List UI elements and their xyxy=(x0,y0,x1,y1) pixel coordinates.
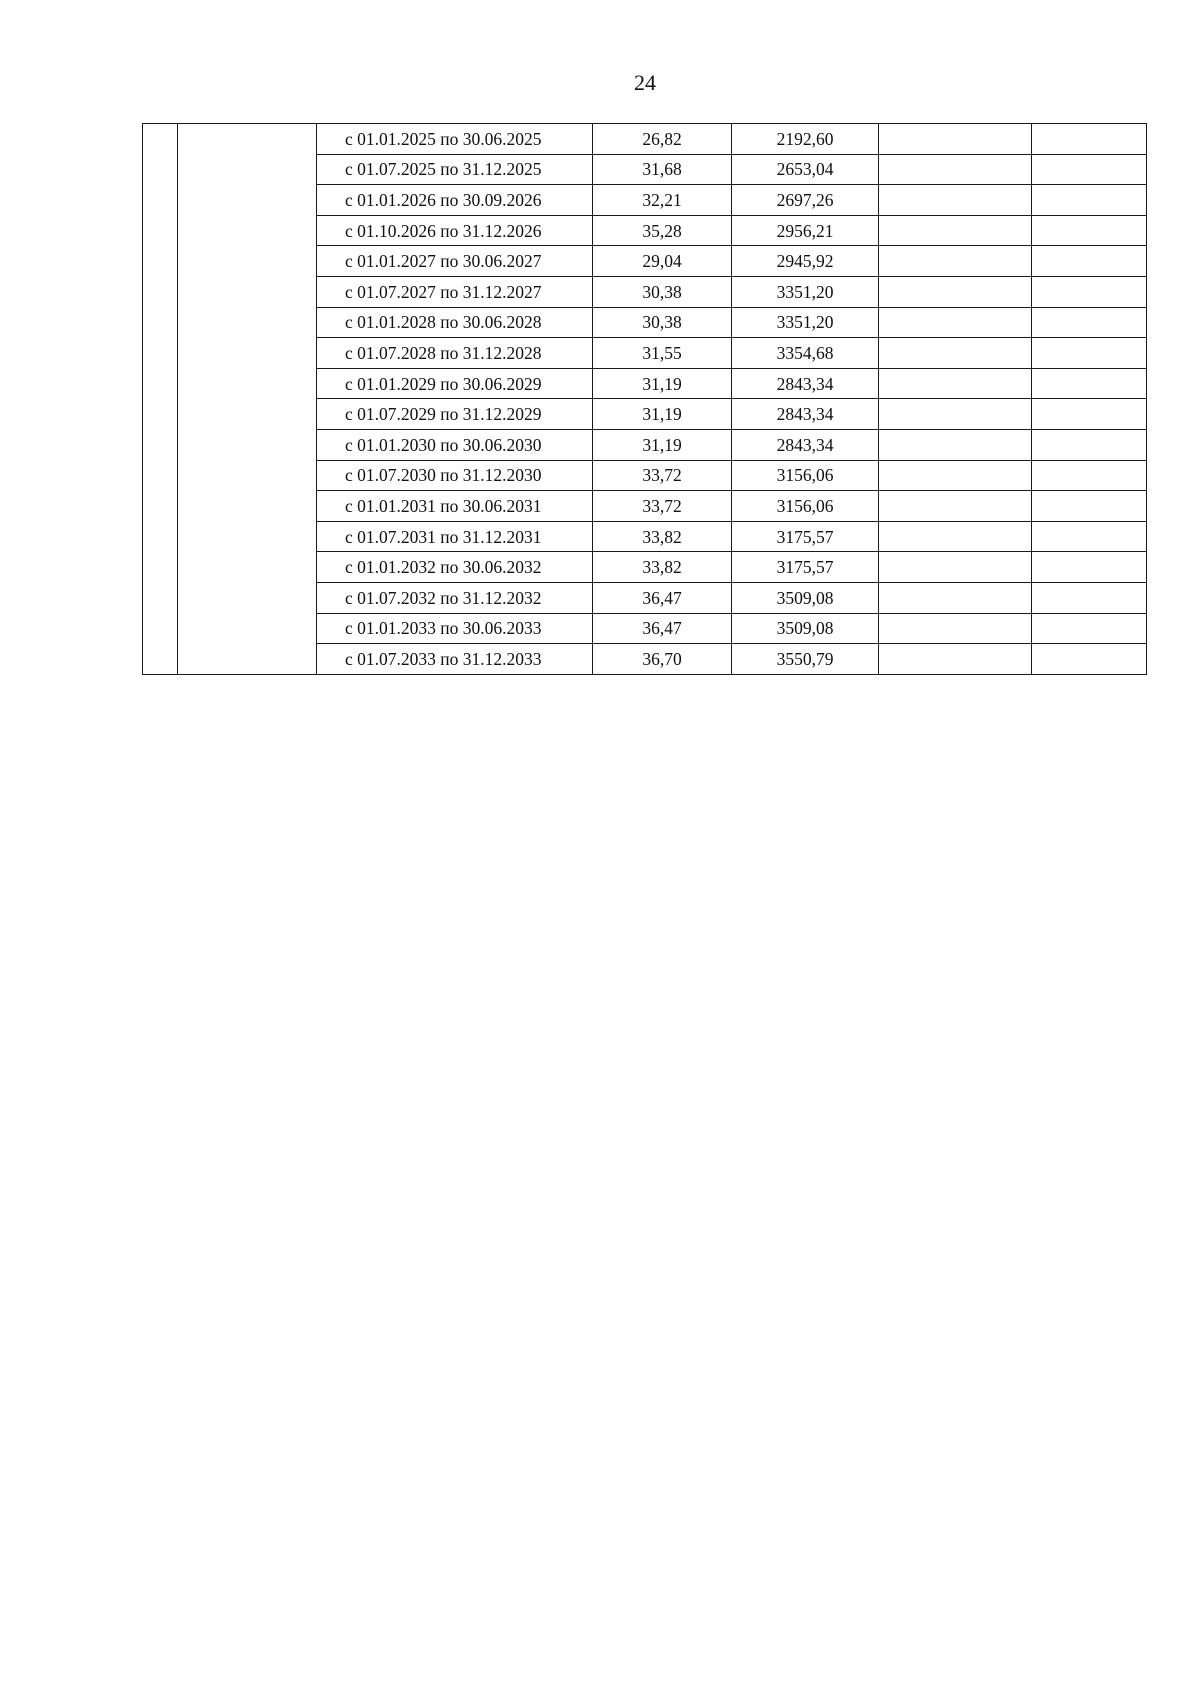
period-cell: с 01.01.2026 по 30.09.2026 xyxy=(317,185,593,216)
tariff-value-cell: 32,21 xyxy=(593,185,732,216)
empty-cell xyxy=(879,460,1032,491)
empty-cell xyxy=(1032,185,1147,216)
period-cell: с 01.01.2030 по 30.06.2030 xyxy=(317,429,593,460)
tariff-value-cell: 31,55 xyxy=(593,338,732,369)
period-cell: с 01.01.2032 по 30.06.2032 xyxy=(317,552,593,583)
empty-cell xyxy=(879,399,1032,430)
tariff-value-cell: 33,82 xyxy=(593,521,732,552)
empty-cell xyxy=(1032,613,1147,644)
empty-cell xyxy=(1032,521,1147,552)
empty-cell xyxy=(1032,429,1147,460)
empty-cell xyxy=(879,124,1032,155)
empty-cell xyxy=(1032,246,1147,277)
period-cell: с 01.01.2031 по 30.06.2031 xyxy=(317,491,593,522)
tariff-amount-cell: 3175,57 xyxy=(732,552,879,583)
tariff-value-cell: 36,70 xyxy=(593,644,732,675)
name-cell xyxy=(178,124,317,675)
tariff-amount-cell: 3175,57 xyxy=(732,521,879,552)
tariff-amount-cell: 2192,60 xyxy=(732,124,879,155)
tariff-amount-cell: 2843,34 xyxy=(732,368,879,399)
tariff-amount-cell: 3550,79 xyxy=(732,644,879,675)
tariff-value-cell: 26,82 xyxy=(593,124,732,155)
tariff-table-body xyxy=(143,124,1147,675)
tariff-value-cell: 31,19 xyxy=(593,429,732,460)
period-cell: с 01.07.2029 по 31.12.2029 xyxy=(317,399,593,430)
tariff-value-cell: 30,38 xyxy=(593,307,732,338)
tariff-value-cell: 30,38 xyxy=(593,276,732,307)
empty-cell xyxy=(1032,399,1147,430)
empty-cell xyxy=(879,521,1032,552)
tariff-amount-cell: 2697,26 xyxy=(732,185,879,216)
tariff-amount-cell: 3509,08 xyxy=(732,613,879,644)
period-cell: с 01.07.2030 по 31.12.2030 xyxy=(317,460,593,491)
tariff-amount-cell: 2653,04 xyxy=(732,154,879,185)
tariff-value-cell: 29,04 xyxy=(593,246,732,277)
empty-cell xyxy=(879,429,1032,460)
tariff-amount-cell: 3156,06 xyxy=(732,460,879,491)
empty-cell xyxy=(879,613,1032,644)
empty-cell xyxy=(1032,644,1147,675)
period-cell: с 01.01.2033 по 30.06.2033 xyxy=(317,613,593,644)
empty-cell xyxy=(1032,215,1147,246)
tariff-value-cell: 31,19 xyxy=(593,399,732,430)
period-cell: с 01.07.2028 по 31.12.2028 xyxy=(317,338,593,369)
empty-cell xyxy=(879,246,1032,277)
empty-cell xyxy=(879,552,1032,583)
empty-cell xyxy=(879,154,1032,185)
empty-cell xyxy=(879,368,1032,399)
tariff-value-cell: 33,72 xyxy=(593,491,732,522)
empty-cell xyxy=(879,338,1032,369)
empty-cell xyxy=(879,276,1032,307)
period-cell: с 01.07.2025 по 31.12.2025 xyxy=(317,154,593,185)
empty-cell xyxy=(1032,491,1147,522)
empty-cell xyxy=(879,185,1032,216)
empty-cell xyxy=(1032,368,1147,399)
tariff-value-cell: 31,68 xyxy=(593,154,732,185)
period-cell: с 01.01.2029 по 30.06.2029 xyxy=(317,368,593,399)
tariff-amount-cell: 3351,20 xyxy=(732,276,879,307)
tariff-table xyxy=(142,123,1147,675)
tariff-value-cell: 33,72 xyxy=(593,460,732,491)
period-cell: с 01.07.2032 по 31.12.2032 xyxy=(317,582,593,613)
tariff-amount-cell: 3156,06 xyxy=(732,491,879,522)
empty-cell xyxy=(879,491,1032,522)
period-cell: с 01.01.2028 по 30.06.2028 xyxy=(317,307,593,338)
tariff-amount-cell: 3351,20 xyxy=(732,307,879,338)
period-cell: с 01.01.2027 по 30.06.2027 xyxy=(317,246,593,277)
table-row xyxy=(143,124,1147,155)
empty-cell xyxy=(1032,460,1147,491)
empty-cell xyxy=(1032,552,1147,583)
empty-cell xyxy=(879,307,1032,338)
tariff-amount-cell: 3354,68 xyxy=(732,338,879,369)
tariff-value-cell: 33,82 xyxy=(593,552,732,583)
tariff-value-cell: 36,47 xyxy=(593,613,732,644)
empty-cell xyxy=(1032,582,1147,613)
period-cell: с 01.10.2026 по 31.12.2026 xyxy=(317,215,593,246)
tariff-amount-cell: 2843,34 xyxy=(732,399,879,430)
empty-cell xyxy=(1032,338,1147,369)
row-number-cell xyxy=(143,124,178,675)
period-cell: с 01.01.2025 по 30.06.2025 xyxy=(317,124,593,155)
tariff-value-cell: 35,28 xyxy=(593,215,732,246)
period-cell: с 01.07.2027 по 31.12.2027 xyxy=(317,276,593,307)
empty-cell xyxy=(1032,154,1147,185)
period-cell: с 01.07.2033 по 31.12.2033 xyxy=(317,644,593,675)
tariff-amount-cell: 2945,92 xyxy=(732,246,879,277)
tariff-value-cell: 36,47 xyxy=(593,582,732,613)
period-cell: с 01.07.2031 по 31.12.2031 xyxy=(317,521,593,552)
tariff-amount-cell: 2843,34 xyxy=(732,429,879,460)
empty-cell xyxy=(1032,307,1147,338)
empty-cell xyxy=(879,582,1032,613)
empty-cell xyxy=(879,644,1032,675)
page-number: 24 xyxy=(634,70,656,95)
tariff-amount-cell: 3509,08 xyxy=(732,582,879,613)
tariff-amount-cell: 2956,21 xyxy=(732,215,879,246)
empty-cell xyxy=(1032,276,1147,307)
empty-cell xyxy=(879,215,1032,246)
tariff-value-cell: 31,19 xyxy=(593,368,732,399)
empty-cell xyxy=(1032,124,1147,155)
